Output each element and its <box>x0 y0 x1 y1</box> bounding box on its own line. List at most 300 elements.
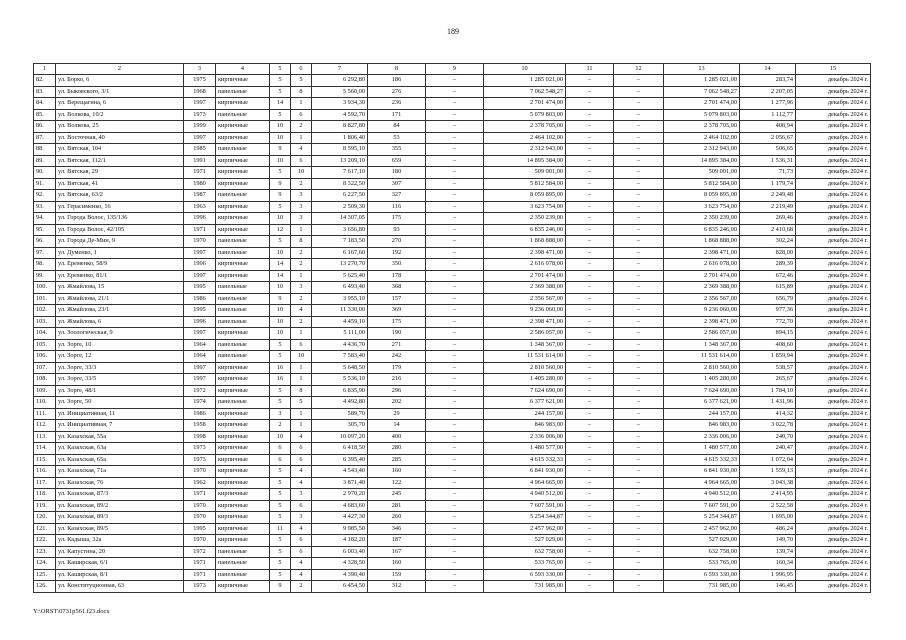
table-cell: 1964 <box>184 339 216 351</box>
table-cell: 280 <box>368 443 426 455</box>
table-cell: декабрь 2024 г. <box>796 167 871 179</box>
table-cell: 2 457 962,00 <box>484 523 566 535</box>
table-cell: 2 616 078,00 <box>484 259 566 271</box>
table-cell: 2 378 705,00 <box>484 121 566 133</box>
table-cell: 146,45 <box>740 581 796 593</box>
table-cell: декабрь 2024 г. <box>796 569 871 581</box>
table-cell: 731 985,00 <box>484 581 566 593</box>
table-cell: 93. <box>34 201 56 213</box>
table-cell: – <box>566 535 614 547</box>
table-cell: 283,74 <box>740 75 796 87</box>
table-cell: 5 625,40 <box>312 270 368 282</box>
table-cell: 2 207,05 <box>740 86 796 98</box>
table-cell: – <box>566 351 614 363</box>
table-cell: 6 <box>291 546 312 558</box>
table-cell: 95. <box>34 224 56 236</box>
table-cell: декабрь 2024 г. <box>796 339 871 351</box>
table-cell: 538,57 <box>740 362 796 374</box>
table-cell: 111. <box>34 408 56 420</box>
table-cell: ул. Жмайлова, 6 <box>56 316 184 328</box>
table-cell: 84 <box>368 121 426 133</box>
table-cell: 5 <box>270 569 291 581</box>
table-cell: кирпичные <box>216 121 270 133</box>
table-cell: 96. <box>34 236 56 248</box>
table-cell: 1 480 577,00 <box>484 443 566 455</box>
table-cell: 7 624 690,00 <box>484 385 566 397</box>
table-cell: 1 480 577,00 <box>664 443 740 455</box>
table-cell: ул. Казахская, 63а <box>56 443 184 455</box>
header-row <box>34 64 871 75</box>
table-cell: 1 <box>291 328 312 340</box>
table-cell: декабрь 2024 г. <box>796 316 871 328</box>
table-cell: 29 <box>368 408 426 420</box>
table-cell: 659 <box>368 155 426 167</box>
table-cell: декабрь 2024 г. <box>796 535 871 547</box>
table-cell: – <box>566 259 614 271</box>
table-cell: панельные <box>216 144 270 156</box>
table-row <box>34 535 871 547</box>
table-cell: 281 <box>368 500 426 512</box>
table-cell: 3 <box>291 512 312 524</box>
table-row <box>34 500 871 512</box>
table-row <box>34 489 871 501</box>
table-cell: 2 <box>291 259 312 271</box>
table-cell: – <box>426 167 484 179</box>
table-cell: 302,24 <box>740 236 796 248</box>
table-cell: – <box>426 397 484 409</box>
table-cell: 2 701 474,00 <box>484 270 566 282</box>
table-row <box>34 443 871 455</box>
table-cell: 2 350 239,00 <box>484 213 566 225</box>
table-cell: 846 983,00 <box>484 420 566 432</box>
table-cell: 14 895 384,00 <box>664 155 740 167</box>
table-row <box>34 293 871 305</box>
table-cell: 1973 <box>184 443 216 455</box>
table-cell: декабрь 2024 г. <box>796 512 871 524</box>
column-header: 8 <box>368 64 426 75</box>
table-cell: 11 531 614,00 <box>664 351 740 363</box>
table-cell: 1 <box>291 98 312 110</box>
table-cell: декабрь 2024 г. <box>796 397 871 409</box>
table-cell: 83. <box>34 86 56 98</box>
table-cell: – <box>614 178 664 190</box>
table-cell: 4 940 512,00 <box>484 489 566 501</box>
table-cell: ул. Вятская, 63/2 <box>56 190 184 202</box>
table-cell: кирпичные <box>216 535 270 547</box>
table-cell: 5 111,00 <box>312 328 368 340</box>
table-cell: кирпичные <box>216 98 270 110</box>
table-row <box>34 351 871 363</box>
table-cell: 527 029,00 <box>484 535 566 547</box>
table-cell: – <box>566 75 614 87</box>
table-cell: 10 <box>291 351 312 363</box>
column-header: 3 <box>184 64 216 75</box>
table-cell: кирпичные <box>216 155 270 167</box>
table-row <box>34 132 871 144</box>
table-cell: – <box>566 500 614 512</box>
table-cell: – <box>566 328 614 340</box>
table-cell: 9 <box>270 293 291 305</box>
table-row <box>34 512 871 524</box>
table-cell: 100. <box>34 282 56 294</box>
table-cell: 2 <box>291 178 312 190</box>
table-cell: 71,73 <box>740 167 796 179</box>
table-cell: 6 167,60 <box>312 247 368 259</box>
table-cell: 2 219,49 <box>740 201 796 213</box>
table-cell: 2 312 943,00 <box>484 144 566 156</box>
table-cell: 160 <box>368 466 426 478</box>
table-cell: 14 <box>270 270 291 282</box>
table-cell: – <box>566 144 614 156</box>
table-cell: 6 <box>270 454 291 466</box>
table-cell: 5 079 803,00 <box>484 109 566 121</box>
table-cell: 2 <box>291 293 312 305</box>
table-cell: 3 <box>291 489 312 501</box>
table-cell: панельные <box>216 247 270 259</box>
table-cell: 8 059 895,00 <box>664 190 740 202</box>
table-cell: 1968 <box>184 86 216 98</box>
table-cell: 4 <box>291 477 312 489</box>
table-cell: декабрь 2024 г. <box>796 132 871 144</box>
table-cell: декабрь 2024 г. <box>796 581 871 593</box>
table-cell: декабрь 2024 г. <box>796 109 871 121</box>
table-cell: 1997 <box>184 362 216 374</box>
table-cell: 91. <box>34 178 56 190</box>
table-row <box>34 121 871 133</box>
table-cell: ул. Зорге, 12 <box>56 351 184 363</box>
table-cell: декабрь 2024 г. <box>796 224 871 236</box>
table-cell: ул. Казахская, 89/5 <box>56 523 184 535</box>
table-cell: 53 <box>368 132 426 144</box>
table-cell: 2 457 962,00 <box>664 523 740 535</box>
table-cell: – <box>566 523 614 535</box>
table-cell: 10 <box>270 431 291 443</box>
table-cell: 8 595,10 <box>312 144 368 156</box>
table-cell: 6 835 246,00 <box>484 224 566 236</box>
table-cell: 7 062 548,27 <box>484 86 566 98</box>
table-cell: кирпичные <box>216 431 270 443</box>
table-cell: 3 043,38 <box>740 477 796 489</box>
table-cell: 1 348 367,00 <box>664 339 740 351</box>
table-cell: 368 <box>368 282 426 294</box>
table-cell: декабрь 2024 г. <box>796 328 871 340</box>
table-cell: 276 <box>368 86 426 98</box>
table-row <box>34 167 871 179</box>
table-cell: ул. Верещагина, 6 <box>56 98 184 110</box>
table-cell: декабрь 2024 г. <box>796 247 871 259</box>
table-cell: 1 285 021,00 <box>484 75 566 87</box>
table-cell: 2 398 471,00 <box>664 316 740 328</box>
table-cell: 296 <box>368 385 426 397</box>
table-cell: – <box>614 581 664 593</box>
table-cell: – <box>566 466 614 478</box>
table-cell: – <box>426 293 484 305</box>
table-cell: 6 841 930,00 <box>484 466 566 478</box>
table-cell: – <box>426 190 484 202</box>
table-cell: 632 758,00 <box>664 546 740 558</box>
table-cell: ул. Кадыша, 32а <box>56 535 184 547</box>
table-cell: 125. <box>34 569 56 581</box>
table-cell: 9 <box>270 581 291 593</box>
table-cell: 5 254 344,87 <box>664 512 740 524</box>
table-cell: 509 001,00 <box>664 167 740 179</box>
table-cell: декабрь 2024 г. <box>796 282 871 294</box>
table-cell: 1998 <box>184 431 216 443</box>
table-cell: – <box>426 512 484 524</box>
table-cell: 1 348 367,00 <box>484 339 566 351</box>
table-cell: 1999 <box>184 121 216 133</box>
table-cell: – <box>426 224 484 236</box>
table-row <box>34 523 871 535</box>
table-cell: ул. Быковского, 3/1 <box>56 86 184 98</box>
table-cell: 1970 <box>184 236 216 248</box>
table-cell: 6 <box>291 443 312 455</box>
table-cell: – <box>426 75 484 87</box>
table-cell: 2 586 057,00 <box>484 328 566 340</box>
table-cell: 120. <box>34 512 56 524</box>
table-cell: кирпичные <box>216 454 270 466</box>
table-cell: 1 806,40 <box>312 132 368 144</box>
table-cell: 7 617,10 <box>312 167 368 179</box>
table-cell: 87. <box>34 132 56 144</box>
table-cell: 16 <box>270 362 291 374</box>
table-cell: 2 414,95 <box>740 489 796 501</box>
table-cell: – <box>426 155 484 167</box>
table-cell: – <box>614 213 664 225</box>
table-cell: 1 179,74 <box>740 178 796 190</box>
table-cell: – <box>614 190 664 202</box>
table-row <box>34 201 871 213</box>
table-cell: 2 350 239,00 <box>664 213 740 225</box>
table-cell: – <box>614 86 664 98</box>
column-header: 4 <box>216 64 270 75</box>
table-cell: 10 <box>270 247 291 259</box>
table-cell: – <box>614 408 664 420</box>
table-cell: – <box>426 374 484 386</box>
table-cell: 6 454,50 <box>312 581 368 593</box>
table-cell: ул. Казахская, 65а <box>56 454 184 466</box>
table-cell: 124. <box>34 558 56 570</box>
table-row <box>34 431 871 443</box>
table-cell: кирпичные <box>216 489 270 501</box>
table-cell: 14 <box>270 98 291 110</box>
table-cell: – <box>426 500 484 512</box>
table-cell: 1 285 021,00 <box>664 75 740 87</box>
table-cell: 186 <box>368 75 426 87</box>
table-cell: 2 249,48 <box>740 190 796 202</box>
column-header: 14 <box>740 64 796 75</box>
table-cell: ул. Казахская, 71а <box>56 466 184 478</box>
table-cell: – <box>614 523 664 535</box>
table-cell: ул. Капустина, 20 <box>56 546 184 558</box>
table-cell: 1973 <box>184 581 216 593</box>
table-cell: – <box>426 535 484 547</box>
table-cell: 110. <box>34 397 56 409</box>
table-cell: – <box>614 316 664 328</box>
table-cell: 167 <box>368 546 426 558</box>
table-cell: 2 369 388,00 <box>664 282 740 294</box>
column-header: 13 <box>664 64 740 75</box>
table-cell: – <box>566 247 614 259</box>
table-row <box>34 98 871 110</box>
table-cell: 13 270,70 <box>312 259 368 271</box>
table-cell: – <box>614 167 664 179</box>
table-cell: 10 <box>270 121 291 133</box>
table-cell: 216 <box>368 374 426 386</box>
table-cell: 1 <box>291 270 312 282</box>
table-cell: 6 493,40 <box>312 282 368 294</box>
table-cell: 1995 <box>184 282 216 294</box>
table-cell: 160 <box>368 558 426 570</box>
table-cell: – <box>614 132 664 144</box>
table-cell: 10 <box>270 155 291 167</box>
table-cell: 121. <box>34 523 56 535</box>
table-cell: 9 985,50 <box>312 523 368 535</box>
table-cell: 285 <box>368 454 426 466</box>
table-row <box>34 362 871 374</box>
table-cell: – <box>566 362 614 374</box>
table-cell: 190 <box>368 328 426 340</box>
table-cell: кирпичные <box>216 581 270 593</box>
table-cell: 245 <box>368 489 426 501</box>
table-cell: декабрь 2024 г. <box>796 144 871 156</box>
table-cell: декабрь 2024 г. <box>796 546 871 558</box>
table-cell: 2 398 471,00 <box>484 316 566 328</box>
table-cell: 2 970,20 <box>312 489 368 501</box>
table-cell: 1985 <box>184 144 216 156</box>
table-cell: 88. <box>34 144 56 156</box>
table-cell: декабрь 2024 г. <box>796 558 871 570</box>
table-cell: панельные <box>216 569 270 581</box>
table-cell: – <box>614 385 664 397</box>
table-cell: кирпичные <box>216 224 270 236</box>
table-row <box>34 236 871 248</box>
table-cell: – <box>614 236 664 248</box>
table-cell: 1991 <box>184 155 216 167</box>
table-cell: панельные <box>216 351 270 363</box>
table-cell: 5 812 584,00 <box>484 178 566 190</box>
table-cell: кирпичные <box>216 500 270 512</box>
table-cell: 1997 <box>184 247 216 259</box>
table-cell: 672,46 <box>740 270 796 282</box>
table-cell: 90. <box>34 167 56 179</box>
table-cell: 6 <box>291 500 312 512</box>
table-cell: – <box>614 282 664 294</box>
table-cell: – <box>614 431 664 443</box>
table-cell: 180 <box>368 167 426 179</box>
table-cell: – <box>614 443 664 455</box>
table-cell: 3 623 754,00 <box>484 201 566 213</box>
table-cell: 1 559,13 <box>740 466 796 478</box>
table-cell: декабрь 2024 г. <box>796 98 871 110</box>
table-cell: ул. Жмайлова, 21/1 <box>56 293 184 305</box>
table-cell: 2 336 006,00 <box>664 431 740 443</box>
table-cell: 5 <box>270 477 291 489</box>
table-cell: 10 <box>270 213 291 225</box>
table-cell: 94. <box>34 213 56 225</box>
table-cell: 5 <box>270 167 291 179</box>
table-cell: 5 <box>270 86 291 98</box>
table-cell: 4 <box>291 569 312 581</box>
table-cell: кирпичные <box>216 374 270 386</box>
table-cell: 4 <box>291 558 312 570</box>
table-cell: 4 <box>291 144 312 156</box>
table-cell: кирпичные <box>216 477 270 489</box>
table-cell: 1997 <box>184 328 216 340</box>
table-cell: 4 683,60 <box>312 500 368 512</box>
table-row <box>34 477 871 489</box>
table-cell: 103. <box>34 316 56 328</box>
table-cell: 7 607 591,00 <box>484 500 566 512</box>
table-cell: 1971 <box>184 569 216 581</box>
table-cell: 93 <box>368 224 426 236</box>
table-cell: 828,00 <box>740 247 796 259</box>
table-cell: 116 <box>368 201 426 213</box>
table-row <box>34 316 871 328</box>
table-row <box>34 454 871 466</box>
table-cell: 244 157,00 <box>484 408 566 420</box>
table-cell: 1 784,10 <box>740 385 796 397</box>
table-cell: – <box>614 420 664 432</box>
column-header: 15 <box>796 64 871 75</box>
table-cell: 5 <box>291 397 312 409</box>
table-cell: 4 940 512,00 <box>664 489 740 501</box>
table-cell: – <box>614 500 664 512</box>
table-row <box>34 109 871 121</box>
table-cell: 6 841 930,00 <box>664 466 740 478</box>
table-cell: 656,79 <box>740 293 796 305</box>
table-cell: – <box>426 581 484 593</box>
table-cell: 1 859,94 <box>740 351 796 363</box>
table-cell: 8 <box>291 236 312 248</box>
table-cell: панельные <box>216 305 270 317</box>
table-cell: 1971 <box>184 558 216 570</box>
table-cell: 8 827,80 <box>312 121 368 133</box>
table-cell: декабрь 2024 г. <box>796 431 871 443</box>
table-cell: – <box>426 328 484 340</box>
table-cell: 1 <box>291 224 312 236</box>
table-cell: панельные <box>216 558 270 570</box>
table-cell: кирпичные <box>216 328 270 340</box>
table-cell: 1 405 280,00 <box>484 374 566 386</box>
table-cell: 731 985,00 <box>664 581 740 593</box>
table-cell: 1 277,96 <box>740 98 796 110</box>
table-cell: ул. Еременко, 81/1 <box>56 270 184 282</box>
table-cell: – <box>614 270 664 282</box>
table-cell: 1962 <box>184 477 216 489</box>
table-cell: кирпичные <box>216 523 270 535</box>
table-cell: ул. Инициативная, 11 <box>56 408 184 420</box>
column-header: 11 <box>566 64 614 75</box>
table-cell: – <box>614 259 664 271</box>
table-cell: 107. <box>34 362 56 374</box>
table-cell: – <box>566 293 614 305</box>
table-cell: 119. <box>34 500 56 512</box>
table-cell: 6 <box>291 454 312 466</box>
column-header: 2 <box>56 64 184 75</box>
table-cell: 1995 <box>184 305 216 317</box>
table-cell: 5 <box>270 466 291 478</box>
table-cell: кирпичные <box>216 213 270 225</box>
table-cell: 9 <box>270 190 291 202</box>
table-cell: 5 <box>270 558 291 570</box>
table-cell: 10 <box>270 305 291 317</box>
table-cell: 414,32 <box>740 408 796 420</box>
table-cell: – <box>426 282 484 294</box>
table-cell: 2 464 102,00 <box>664 132 740 144</box>
table-cell: 11 531 614,00 <box>484 351 566 363</box>
table-cell: – <box>614 121 664 133</box>
